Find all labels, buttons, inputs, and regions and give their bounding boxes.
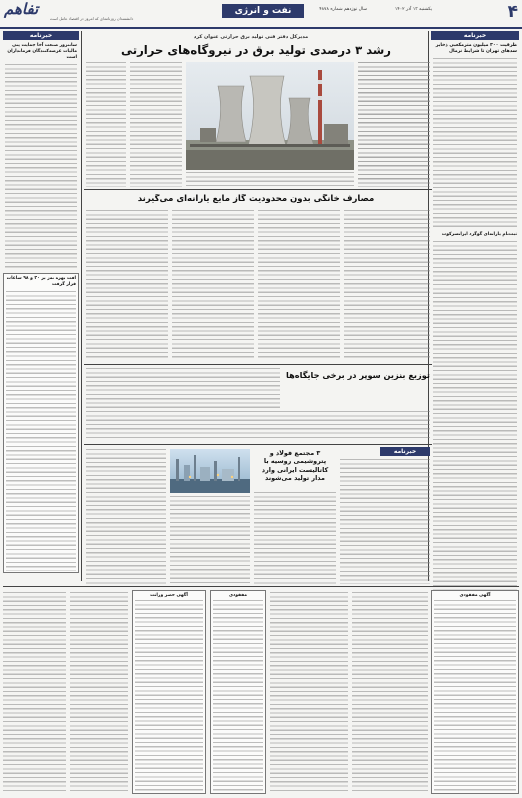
story2-text-col-4 xyxy=(86,210,168,360)
ad-block-4 xyxy=(210,590,266,794)
main-story-divider xyxy=(84,189,432,190)
issue-info: سال نوزدهم شماره ۴۸۷۸ xyxy=(319,7,367,12)
ad-block-4-text xyxy=(213,600,263,792)
main-story-kicker: مدیرکل دفتر فنی تولید برق حرارتی عنوان کرد xyxy=(193,34,309,40)
right-column-subhead: ثبت‌نام یارانه‌ای گوگرد ایرانسرکوت xyxy=(441,232,517,237)
right-column-label: خبرنامه xyxy=(431,31,519,40)
mid-column-label: خبرنامه xyxy=(380,447,430,456)
ad-block-1 xyxy=(431,590,519,794)
section-title: نفت و انرژی xyxy=(222,4,304,18)
story2-text-col-2 xyxy=(258,210,340,360)
right-column xyxy=(431,31,519,581)
story4-text-col-2 xyxy=(170,496,250,584)
story4-text-col-3 xyxy=(86,449,166,584)
story4-headline: ۳ مجتمع فولاد و پتروشیمی روسیه با کاتالیست ایرانی وارد مدار تولید می‌شوند xyxy=(261,449,329,483)
refinery-image xyxy=(170,449,250,493)
ad-block-7 xyxy=(3,592,66,792)
main-story-text-left-1 xyxy=(130,62,182,187)
ad-block-6 xyxy=(70,592,128,792)
left-column-label: خبرنامه xyxy=(3,31,79,40)
masthead-tagline: دانشمندان روزنامه‌ای که امروز در اقتصاد عامل است xyxy=(50,16,134,21)
ad-block-5-title: آگهی حصر وراثت xyxy=(150,593,188,598)
refinery-photo xyxy=(170,449,250,493)
story2-text-col-1 xyxy=(344,210,430,360)
left-column-headline: سانترور صنعت آخا جمایت پنی مالیات عرضه‌کنندگان فرمانداران است xyxy=(7,43,77,60)
masthead-divider xyxy=(0,27,522,29)
ad-block-3 xyxy=(270,592,348,792)
story2-text-col-3 xyxy=(172,210,254,360)
right-column-text-1 xyxy=(433,58,517,228)
issue-date: یکشنبه ۱۳ آذر ۱۴۰۲ xyxy=(394,7,432,12)
right-column-headline: ظرفیت ۳۰۰ میلیون مترمکعبی ذخایر سدهای تهران تا شرایط نرمال xyxy=(435,43,517,54)
main-story-headline: رشد ۳ درصدی تولید برق در نیروگاه‌های حرارتی xyxy=(121,43,391,57)
story3-headline: توزیع بنزین سوپر در برخی جایگاه‌ها xyxy=(286,370,430,380)
main-story-text-left-2 xyxy=(86,62,126,187)
ad-block-1-title: آگهی مفقودی xyxy=(459,593,491,598)
photo-caption xyxy=(186,172,354,186)
ads-top-divider xyxy=(3,586,519,587)
right-column-text-2 xyxy=(433,241,517,591)
story3-text-row xyxy=(86,411,430,441)
left-column-divider xyxy=(81,31,82,581)
ad-block-1-text xyxy=(434,600,516,792)
left-column xyxy=(3,31,79,581)
story2-headline: مصارف خانگی بدون محدودیت گاز مایع یارانه‌ای می‌گیرند xyxy=(137,194,375,204)
story2-divider xyxy=(84,364,432,365)
mid-column-text xyxy=(340,459,430,584)
left-column-box xyxy=(3,273,79,573)
ad-block-5-text xyxy=(135,600,203,792)
page-number: ۴ xyxy=(507,2,518,22)
left-column-text-1 xyxy=(5,64,77,269)
left-column-box-text xyxy=(6,291,76,571)
story4-text-col-1 xyxy=(254,492,336,584)
newspaper-logo: تفاهم xyxy=(4,0,39,18)
cooling-towers-image xyxy=(186,62,354,170)
ad-block-2 xyxy=(352,592,428,792)
left-column-box-headline: افت بهره نه‌ز بر ۳۰ و ۹۸ ساعات قرار گرفت xyxy=(6,276,76,287)
main-story-text-right xyxy=(358,62,430,187)
ad-block-5 xyxy=(132,590,206,794)
ad-block-4-title: مفقودی xyxy=(228,593,248,598)
masthead xyxy=(0,0,522,28)
power-plant-photo xyxy=(186,62,354,170)
story3-intro-text xyxy=(86,368,280,408)
story3-divider xyxy=(84,444,432,445)
